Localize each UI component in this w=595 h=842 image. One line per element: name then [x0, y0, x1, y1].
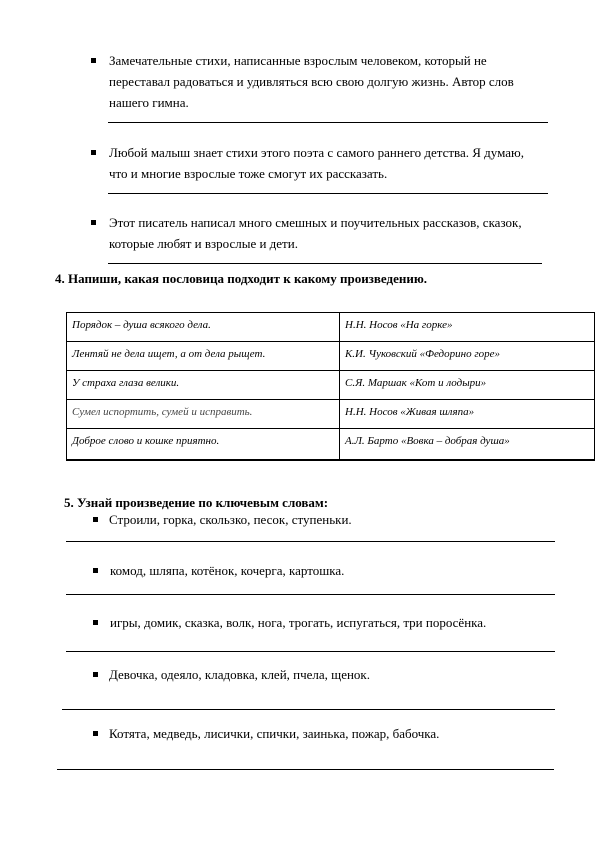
- bullet-icon: [93, 517, 98, 522]
- keywords-text: Котята, медведь, лисички, спички, заинька, пожар, бабочка.: [109, 726, 440, 741]
- clue-text-line: Замечательные стихи, написанные взрослым человеком, который не: [109, 53, 487, 68]
- table-row: [67, 429, 595, 461]
- clue-text-line: Этот писатель написал много смешных и поучительных рассказов, сказок,: [109, 215, 522, 230]
- answer-line[interactable]: [108, 122, 548, 123]
- work-cell: С.Я. Маршак «Кот и лодыри»: [340, 371, 595, 400]
- keywords-text: игры, домик, сказка, волк, нога, трогать, испугаться, три поросёнка.: [110, 615, 487, 630]
- clue-text-line: переставал радоваться и удивляться всю свою долгую жизнь. Автор слов: [109, 74, 514, 89]
- keywords-text: Строили, горка, скользко, песок, ступеньки.: [109, 512, 352, 527]
- work-cell: А.Л. Барто «Вовка – добрая душа»: [340, 429, 595, 461]
- clue-text-line: что и многие взрослые тоже смогут их рассказать.: [109, 166, 388, 181]
- clue-text-line: которые любят и взрослые и дети.: [109, 236, 298, 251]
- work-cell: Н.Н. Носов «На горке»: [340, 313, 595, 342]
- bullet-icon: [93, 731, 98, 736]
- bullet-icon: [91, 58, 96, 63]
- clue-text-line: Любой малыш знает стихи этого поэта с самого раннего детства. Я думаю,: [109, 145, 524, 160]
- answer-line[interactable]: [66, 594, 555, 595]
- proverb-table: [66, 312, 595, 461]
- work-cell: К.И. Чуковский «Федорино горе»: [340, 342, 595, 371]
- section-4-heading: 4. Напиши, какая пословица подходит к какому произведению.: [55, 271, 428, 286]
- answer-line[interactable]: [108, 193, 548, 194]
- answer-line[interactable]: [62, 709, 555, 710]
- keywords-text: Девочка, одеяло, кладовка, клей, пчела, щенок.: [109, 667, 370, 682]
- clue-text-line: нашего гимна.: [109, 95, 189, 110]
- table-row: [67, 371, 595, 400]
- bullet-icon: [91, 150, 96, 155]
- table-row: [67, 313, 595, 342]
- answer-line[interactable]: [66, 541, 555, 542]
- proverb-cell: Порядок – душа всякого дела.: [67, 313, 340, 342]
- proverb-cell: У страха глаза велики.: [67, 371, 340, 400]
- bullet-icon: [93, 568, 98, 573]
- proverb-cell: Сумел испортить, сумей и исправить.: [67, 400, 340, 429]
- bullet-icon: [91, 220, 96, 225]
- section-5-heading: 5. Узнай произведение по ключевым словам:: [64, 495, 329, 510]
- work-cell: Н.Н. Носов «Живая шляпа»: [340, 400, 595, 429]
- table-row: [67, 400, 595, 429]
- proverb-cell: Лентяй не дела ищет, а от дела рыщет.: [67, 342, 340, 371]
- proverb-cell: Доброе слово и кошке приятно.: [67, 429, 340, 461]
- bullet-icon: [93, 672, 98, 677]
- answer-line[interactable]: [57, 769, 554, 770]
- answer-line[interactable]: [108, 263, 542, 264]
- keywords-text: комод, шляпа, котёнок, кочерга, картошка.: [110, 563, 345, 578]
- table-row: [67, 342, 595, 371]
- bullet-icon: [93, 620, 98, 625]
- answer-line[interactable]: [66, 651, 555, 652]
